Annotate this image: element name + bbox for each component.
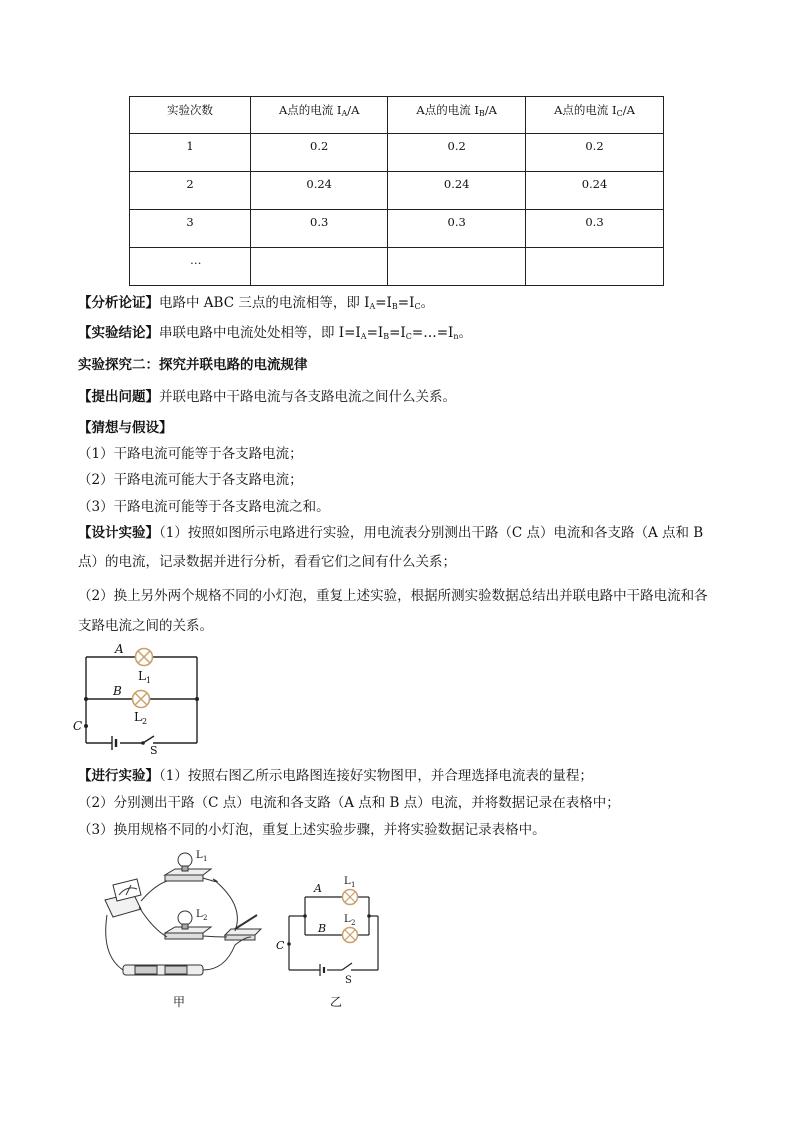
apparatus-drawing	[95, 845, 285, 995]
wire	[203, 936, 227, 937]
table-cell: 0.24	[250, 172, 387, 210]
switch-blade	[143, 736, 154, 743]
caption-right: 乙	[330, 995, 343, 1009]
switch-base	[225, 929, 261, 935]
bulb-l2-socket	[182, 924, 188, 929]
label-l1-sub: 1	[351, 881, 356, 889]
table-cell: 0.3	[388, 210, 526, 248]
label-b: B	[318, 922, 327, 935]
label-l1: L	[344, 876, 351, 887]
switch-dot	[141, 741, 145, 745]
table-header-row	[130, 97, 664, 134]
label-l1: L	[138, 669, 146, 683]
label-l1: L	[196, 850, 203, 861]
question-tag: 【提出问题】	[78, 389, 159, 405]
question-text: 并联电路中干路电流与各支路电流之间什么关系。	[159, 389, 456, 405]
table-cell: 0.2	[250, 134, 387, 172]
label-s: S	[150, 744, 158, 755]
wire	[203, 937, 251, 970]
do-tag: 【进行实验】	[78, 768, 159, 784]
table-row	[130, 248, 664, 286]
table-cell: 0.3	[250, 210, 387, 248]
ammeter-face	[113, 879, 141, 901]
caption-left: 甲	[173, 995, 186, 1009]
table-cell	[526, 248, 664, 286]
table-cell: 0.2	[526, 134, 664, 172]
table-cell	[250, 248, 387, 286]
junction-dot	[84, 697, 88, 701]
bulb-l1	[178, 853, 192, 867]
table-cell: 3	[130, 210, 251, 248]
analysis-text: 电路中 ABC 三点的电流相等，即 I	[159, 295, 370, 311]
header-cell: A点的电流 $I_C/A$	[526, 97, 664, 134]
label-l2-sub: 2	[142, 717, 148, 726]
bulb-l2	[178, 911, 192, 925]
junction-dot	[287, 942, 291, 946]
lamp-base-l1-front	[165, 875, 203, 881]
conclusion-tag: 【实验结论】	[78, 325, 159, 341]
section-title: 实验探究二：探究并联电路的电流规律	[78, 357, 308, 373]
switch-blade	[342, 963, 352, 970]
wire	[139, 907, 167, 937]
table-row	[130, 210, 664, 248]
label-c: C	[73, 719, 83, 733]
table-cell: 0.24	[388, 172, 526, 210]
table-cell: 0.3	[526, 210, 664, 248]
header-cell: A点的电流 $I_A/A$	[250, 97, 387, 134]
wire	[106, 915, 123, 970]
junction-dot	[367, 914, 371, 918]
guess-item-3: （3）干路电流可能等于各支路电流之和。	[78, 499, 330, 515]
table-cell: 2	[130, 172, 251, 210]
label-b: B	[113, 684, 122, 698]
design-tag: 【设计实验】	[78, 525, 159, 541]
switch-lever	[235, 915, 257, 929]
label-l2-sub: 2	[351, 919, 356, 927]
analysis-line: 【分析论证】电路中 ABC 三点的电流相等，即 $I_A=I_B=I_C$。	[78, 295, 435, 311]
conclusion-text: 串联电路中电流处处相等，即 I=I	[159, 325, 361, 341]
label-c: C	[276, 939, 285, 952]
junction-dot	[195, 697, 199, 701]
label-s: S	[345, 975, 352, 985]
wire	[203, 878, 237, 931]
design-line-3: （2）换上另外两个规格不同的小灯泡，重复上述实验，根据所测实验数据总结出并联电路中干路电流和各	[78, 588, 708, 604]
parallel-circuit-diagram	[70, 640, 210, 755]
guess-item-2: （2）干路电流可能大于各支路电流；	[78, 472, 303, 488]
battery-cell	[165, 966, 187, 974]
lamp-base-l2-front	[165, 933, 203, 939]
wire	[141, 881, 167, 901]
header-cell: A点的电流 $I_B/A$	[388, 97, 526, 134]
junction-dot	[84, 724, 88, 728]
do-line-2: （2）分别测出干路（C 点）电流和各支路（A 点和 B 点）电流，并将数据记录在表格中；	[78, 795, 620, 811]
design-line-1	[78, 521, 703, 541]
label-a: A	[115, 642, 124, 656]
data-table	[129, 96, 664, 286]
do-line-1	[78, 764, 593, 784]
junction-dot	[303, 914, 307, 918]
design-text: （1）按照如图所示电路进行实验，用电流表分别测出干路（C 点）电流和各支路（A 点和 B	[159, 525, 704, 541]
design-line-2: 点）的电流，记录数据并进行分析，看看它们之间有什么关系；	[78, 554, 456, 570]
label-l2-sub: 2	[203, 914, 208, 922]
design-line-4: 支路电流之间的关系。	[78, 618, 213, 634]
table-cell: 0.2	[388, 134, 526, 172]
table-row	[130, 172, 664, 210]
analysis-tag: 【分析论证】	[78, 295, 159, 311]
label-a: A	[314, 882, 322, 895]
label-l2: L	[134, 710, 142, 724]
conclusion-line: 【实验结论】串联电路中电流处处相等，即 $I=I_A=I_B=I_C=\dots=I_n$。	[78, 325, 473, 341]
battery-cell	[135, 966, 157, 974]
label-l2: L	[196, 909, 203, 920]
table-cell: …	[130, 248, 251, 286]
table-cell: 0.24	[526, 172, 664, 210]
header-cell: 实验次数	[130, 97, 251, 134]
do-line-3: （3）换用规格不同的小灯泡，重复上述实验步骤，并将实验数据记录表格中。	[78, 822, 546, 838]
table-cell	[388, 248, 526, 286]
guess-tag: 【猜想与假设】	[78, 420, 173, 436]
label-l1-sub: 1	[146, 676, 152, 685]
question-line	[78, 385, 456, 405]
bulb-l1-socket	[182, 866, 188, 871]
table-cell: 1	[130, 134, 251, 172]
label-l2: L	[344, 914, 351, 925]
do-text: （1）按照右图乙所示电路图连接好实物图甲，并合理选择电流表的量程；	[159, 768, 593, 784]
guess-item-1: （1）干路电流可能等于各支路电流；	[78, 446, 303, 462]
label-l1-sub: 1	[203, 855, 208, 863]
table-row	[130, 134, 664, 172]
circuit-diagram-yi	[272, 870, 387, 985]
